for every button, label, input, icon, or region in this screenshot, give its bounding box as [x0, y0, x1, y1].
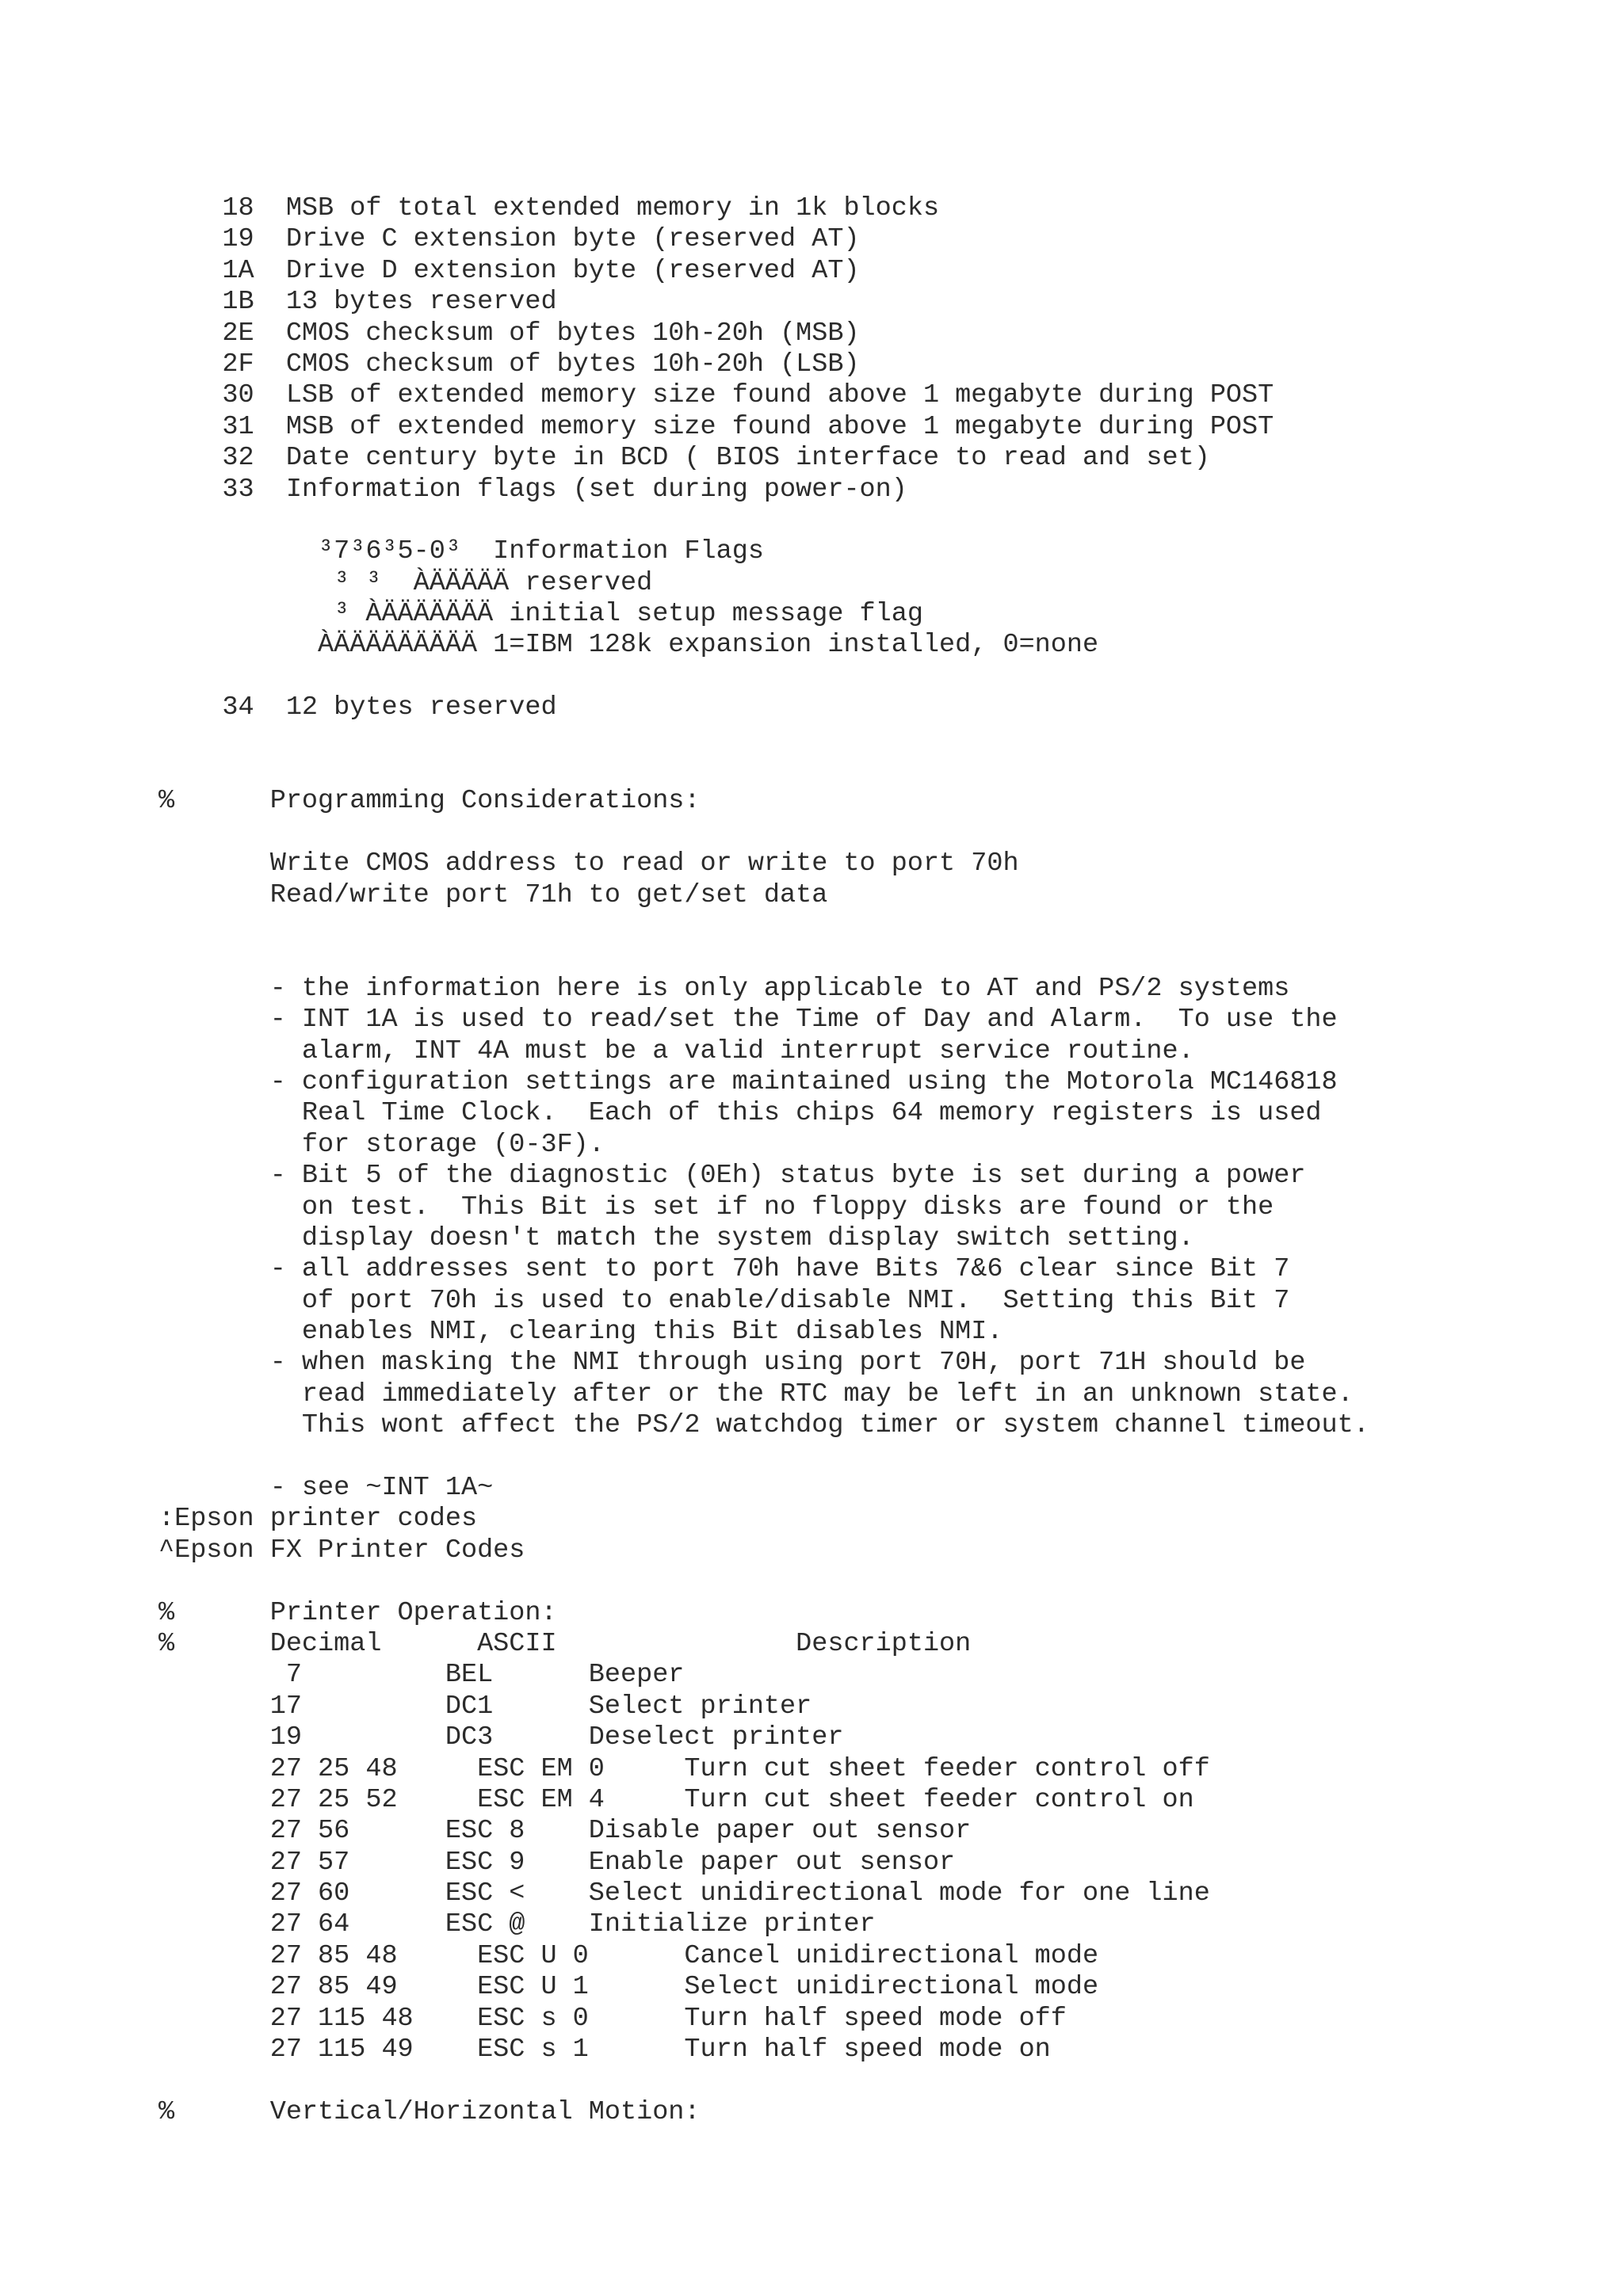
text-line: 27 25 48 ESC EM 0 Turn cut sheet feeder control off — [158, 1753, 1210, 1784]
text-line: :Epson printer codes — [158, 1504, 478, 1535]
text-line — [158, 505, 1369, 536]
text-line: 32 Date century byte in BCD ( BIOS interface to read and set) — [158, 443, 1210, 474]
text-line: 19 Drive C extension byte (reserved AT) — [158, 224, 860, 255]
text-line: ^Epson FX Printer Codes — [158, 1535, 525, 1566]
text-line: 1A Drive D extension byte (reserved AT) — [158, 255, 860, 286]
text-line: % Decimal ASCII Description — [158, 1628, 972, 1659]
text-line: 27 115 48 ESC s 0 Turn half speed mode off — [158, 2003, 1067, 2034]
text-line: 27 57 ESC 9 Enable paper out sensor — [158, 1847, 956, 1878]
text-line — [158, 1442, 1369, 1473]
text-line: alarm, INT 4A must be a valid interrupt service routine. — [158, 1035, 1194, 1066]
text-line: 27 115 49 ESC s 1 Turn half speed mode on — [158, 2035, 1051, 2065]
text-line: - INT 1A is used to read/set the Time of Day and Alarm. To use the — [158, 1005, 1338, 1035]
text-line: - the information here is only applicable to AT and PS/2 systems — [158, 973, 1290, 1004]
text-line: - all addresses sent to port 70h have Bits 7&6 clear since Bit 7 — [158, 1254, 1290, 1285]
text-line: % Vertical/Horizontal Motion: — [158, 2096, 701, 2127]
text-line: ÀÄÄÄÄÄÄÄÄÄ 1=IBM 128k expansion installed, 0=none — [158, 630, 1099, 661]
text-line: ³ ÀÄÄÄÄÄÄÄ initial setup message flag — [158, 599, 923, 630]
text-line — [158, 724, 1369, 755]
text-line: 27 25 52 ESC EM 4 Turn cut sheet feeder control on — [158, 1784, 1194, 1815]
text-line: 1B 13 bytes reserved — [158, 287, 557, 318]
text-line: % Programming Considerations: — [158, 786, 701, 817]
text-line: 18 MSB of total extended memory in 1k blocks — [158, 193, 940, 223]
text-line: 27 64 ESC @ Initialize printer — [158, 1909, 876, 1940]
text-line: - see ~INT 1A~ — [158, 1473, 494, 1504]
text-line: 19 DC3 Deselect printer — [158, 1722, 844, 1753]
text-line: 27 85 48 ESC U 0 Cancel unidirectional mode — [158, 1940, 1099, 1971]
text-line: Real Time Clock. Each of this chips 64 memory registers is used — [158, 1098, 1322, 1129]
text-line: 34 12 bytes reserved — [158, 692, 557, 723]
text-line: enables NMI, clearing this Bit disables NMI. — [158, 1317, 1003, 1348]
text-line: display doesn't match the system display switch setting. — [158, 1222, 1194, 1253]
text-line: read immediately after or the RTC may be left in an unknown state. — [158, 1379, 1354, 1409]
text-line: 30 LSB of extended memory size found above 1 megabyte during POST — [158, 380, 1274, 411]
text-line: 17 DC1 Select printer — [158, 1691, 812, 1722]
text-line: 27 60 ESC < Select unidirectional mode for one line — [158, 1878, 1210, 1909]
text-line: 2E CMOS checksum of bytes 10h-20h (MSB) — [158, 318, 860, 349]
text-line: of port 70h is used to enable/disable NMI. Setting this Bit 7 — [158, 1285, 1290, 1316]
text-line: Write CMOS address to read or write to port 70h — [158, 849, 1019, 879]
text-line: for storage (0-3F). — [158, 1129, 605, 1160]
text-line: 33 Information flags (set during power-on) — [158, 474, 907, 505]
text-line — [158, 2065, 1369, 2096]
text-line: Read/write port 71h to get/set data — [158, 879, 828, 910]
text-line — [158, 818, 1369, 849]
text-line: ³ ³ ÀÄÄÄÄÄ reserved — [158, 567, 653, 598]
text-line: - Bit 5 of the diagnostic (0Eh) status byte is set during a power — [158, 1161, 1306, 1192]
text-line: - when masking the NMI through using port 70H, port 71H should be — [158, 1348, 1306, 1379]
text-line: ³7³6³5-0³ Information Flags — [158, 536, 764, 567]
text-line — [158, 942, 1369, 973]
text-line: 27 56 ESC 8 Disable paper out sensor — [158, 1816, 972, 1847]
text-line: on test. This Bit is set if no floppy disks are found or the — [158, 1192, 1274, 1222]
text-line: 7 BEL Beeper — [158, 1660, 685, 1691]
text-line — [158, 755, 1369, 786]
text-line: This wont affect the PS/2 watchdog timer or system channel timeout. — [158, 1410, 1369, 1441]
text-line — [158, 662, 1369, 692]
document-text — [158, 193, 1369, 2128]
text-line: - configuration settings are maintained using the Motorola MC146818 — [158, 1066, 1338, 1097]
text-line: 27 85 49 ESC U 1 Select unidirectional mode — [158, 1972, 1099, 2003]
text-line: 2F CMOS checksum of bytes 10h-20h (LSB) — [158, 349, 860, 379]
text-line: % Printer Operation: — [158, 1597, 557, 1628]
text-line — [158, 1566, 1369, 1597]
text-line — [158, 911, 1369, 942]
text-line: 31 MSB of extended memory size found above 1 megabyte during POST — [158, 411, 1274, 442]
